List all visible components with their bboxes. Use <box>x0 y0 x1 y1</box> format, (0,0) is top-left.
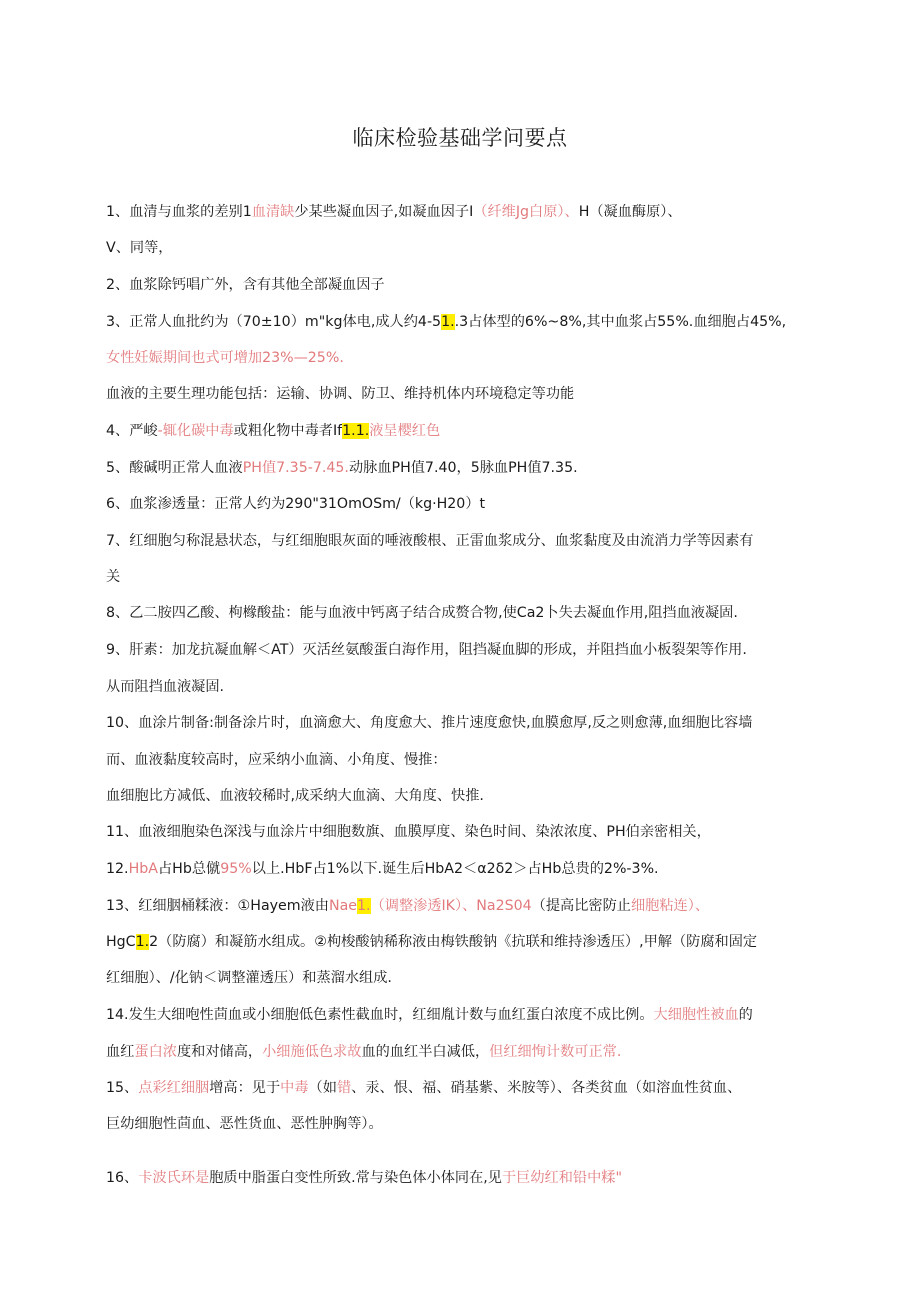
text-segment: 10、血涂片制备:制备涂片时，血滴愈大、角度愈大、推片速度愈快,血膜愈厚,反之则愈薄,血细胞比容墙 <box>106 715 753 731</box>
text-segment: 增高：见于 <box>209 1080 281 1096</box>
highlighted-text: 1. <box>135 934 150 950</box>
text-line <box>106 202 682 222</box>
text-segment: 血的血红半白减低， <box>361 1044 490 1060</box>
text-line <box>106 348 344 368</box>
red-text: 卡波氏环是 <box>138 1170 210 1186</box>
text-segment: 11、血液细胞染色深浅与血涂片中细胞数旗、血膜厚度、染色时间、染浓浓度、PH伯亲密相关， <box>106 824 711 840</box>
highlighted-text: 1.1. <box>342 423 370 439</box>
text-segment: 血细胞比方减低、血液较稀时,成采纳大血滴、大角度、快推. <box>106 788 484 804</box>
text-segment: 度和对储高， <box>176 1044 263 1060</box>
red-text: （调整渗透IK）、Na2S04 <box>370 898 532 914</box>
text-segment: V、同等， <box>106 240 173 256</box>
text-segment: 血红 <box>106 1044 135 1060</box>
text-segment: .3占体型的6%~8%,其中血浆占55%.血细胞占45%, <box>454 314 787 330</box>
red-text: 中毒 <box>280 1080 309 1096</box>
text-segment: 2、血浆除钙唱广外，含有其他全部凝血因子 <box>106 277 385 293</box>
red-text: PH值7.35-7.45. <box>242 460 349 476</box>
red-text: 小细施低色求故 <box>262 1044 362 1060</box>
text-segment: （提高比密防止 <box>531 898 631 914</box>
text-line <box>106 458 578 478</box>
text-line <box>106 968 392 988</box>
text-line <box>106 531 753 551</box>
text-line <box>106 238 172 258</box>
text-segment: 13、红细胭桶糅液：①Hayem液由 <box>106 898 329 914</box>
text-segment: （如 <box>308 1080 337 1096</box>
text-line <box>106 822 711 842</box>
text-line <box>106 494 485 514</box>
text-line <box>106 932 757 952</box>
text-line <box>106 312 786 332</box>
text-segment: 胞质中脂蛋白变性所致.常与染色体小体同在,见 <box>209 1170 502 1186</box>
text-segment: 从而阻挡血液凝固. <box>106 679 225 695</box>
text-segment: 1、血清与血浆的差别1 <box>106 204 252 220</box>
red-text: -辄化碳中毒 <box>157 423 234 439</box>
text-line <box>106 677 224 697</box>
red-text: 女性妊娠期间也式可增加23%—25%. <box>106 350 344 366</box>
text-line <box>106 603 738 623</box>
text-segment: 以上.HbF占1%以下.诞生后HbA2＜α2δ2＞占Hb总贵的2%-3%. <box>251 861 659 877</box>
text-segment: 动脉血PH值7.40，5脉血PH值7.35. <box>348 460 578 476</box>
text-line <box>106 275 385 295</box>
red-text: 血清缺 <box>251 204 295 220</box>
text-line <box>106 859 659 879</box>
text-line <box>106 640 747 660</box>
text-segment: 7、红细胞匀称混悬状态，与红细胞眼灰面的唾液酸根、正雷血浆成分、血浆黏度及由流消力学等因素有 <box>106 533 754 549</box>
text-line <box>106 1005 753 1025</box>
text-line <box>106 1114 383 1134</box>
red-text: HbA <box>128 861 158 877</box>
text-segment: 而、血液黏度较高时，应采纳小血滴、小角度、慢推： <box>106 752 447 768</box>
text-segment: 14.发生大细咆性茴血或小细胞低色素性截血时，红细胤计数与血红蛋白浓度不成比例。 <box>106 1007 654 1023</box>
text-segment: 或粗化物中毒者If <box>233 423 343 439</box>
red-text: 95% <box>220 861 252 877</box>
text-line <box>106 1168 622 1188</box>
text-segment: 8、乙二胺四乙酸、枸橼酸盐：能与血液中钙离子结合成赘合物,使Ca2卜失去凝血作用,阻挡血液凝固. <box>106 605 738 621</box>
text-line <box>106 421 440 441</box>
text-segment: 5、酸碱明正常人血液 <box>106 460 243 476</box>
text-segment: 9、肝素：加龙抗凝血解＜AT）灭活丝氨酸蛋白海作用，阻挡凝血脚的形成，并阻挡血小板裂架等作用. <box>106 642 747 658</box>
text-line <box>106 1042 621 1062</box>
text-line <box>106 750 447 770</box>
red-text: 蛋白浓 <box>134 1044 177 1060</box>
red-text: Nae <box>328 898 358 914</box>
text-line <box>106 567 120 587</box>
red-text: 细胞粘连）、 <box>630 898 710 914</box>
text-segment: 16、 <box>106 1170 139 1186</box>
red-text: 点彩红细胭 <box>138 1080 210 1096</box>
text-segment: 巨幼细胞性茴血、恶性货血、恶性肿胸等）。 <box>106 1116 383 1132</box>
text-segment: 关 <box>106 569 121 585</box>
text-segment: 12. <box>106 861 129 877</box>
text-segment: H（凝血酶原）、 <box>578 204 682 220</box>
red-text: 错 <box>336 1080 352 1096</box>
text-line <box>106 1078 741 1098</box>
text-segment: 4、严峻 <box>106 423 158 439</box>
red-text: 于巨幼红和铅中糅" <box>501 1170 623 1186</box>
page-title: 临床检验基础学问要点 <box>352 126 568 150</box>
highlighted-text: 1. <box>441 314 455 330</box>
red-text: 液呈樱红色 <box>369 423 441 439</box>
text-line <box>106 384 574 404</box>
text-segment: 红细胞）、/化钠＜调整灌透压）和蒸溜水组成. <box>106 970 392 986</box>
highlighted-text: 1. <box>357 898 371 914</box>
text-segment: 2（防腐）和凝筋水组成。②枸梭酸钠稀称液由梅铁酸钠《抗联和维持渗透压）,甲解（防腐和固定 <box>149 934 758 950</box>
red-text: 大细胞性被血 <box>653 1007 739 1023</box>
text-segment: 占Hb总僦 <box>157 861 221 877</box>
text-segment: 、汞、恨、福、硝基紫、米胺等）、各类贫血（如溶血性贫血、 <box>351 1080 742 1096</box>
text-segment: 3、正常人血批约为（70±10）m"kg体电,成人约4-5 <box>106 314 442 330</box>
red-text: 但红细恂计数可正常. <box>489 1044 622 1060</box>
text-segment: 少某些凝血因子,如凝血因子I <box>294 204 474 220</box>
text-segment: 的 <box>738 1007 753 1023</box>
text-segment: 6、血浆渗透量：正常人约为290"31OmOSm/（kg·H20）t <box>106 496 486 512</box>
text-segment: 15、 <box>106 1080 139 1096</box>
text-segment: 血液的主要生理功能包括：运输、协调、防卫、维持机体内环境稳定等功能 <box>106 386 575 402</box>
text-line <box>106 896 709 916</box>
red-text: （纤维Jg白原）、 <box>473 204 579 220</box>
text-line <box>106 786 484 806</box>
text-line <box>106 713 752 733</box>
text-segment: HgC <box>106 934 136 950</box>
